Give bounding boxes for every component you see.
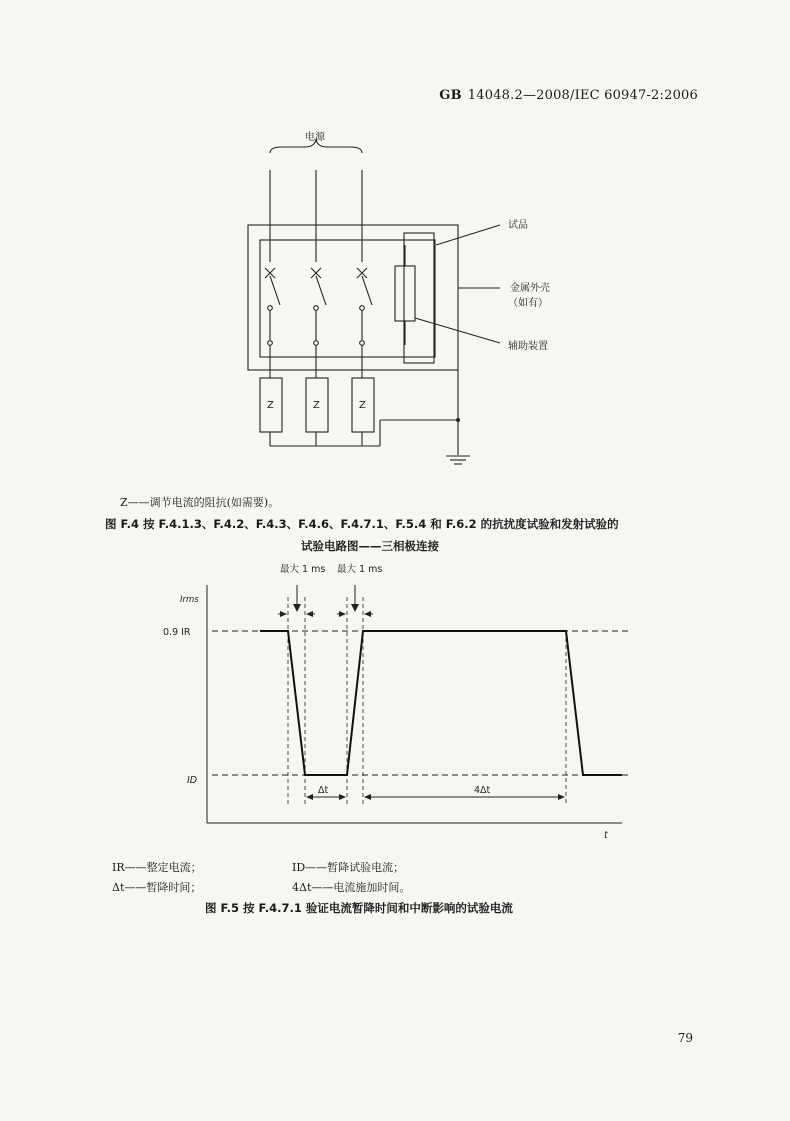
standard-header	[439, 88, 698, 103]
label-z2: Z	[313, 400, 320, 411]
legend-ir: IR——整定电流；	[112, 861, 202, 874]
page-number: 79	[677, 1031, 693, 1045]
label-power: 电源	[305, 132, 325, 143]
ground-junction	[456, 418, 460, 422]
impedance-note: Z——调节电流的阻抗(如需要)。	[120, 496, 280, 509]
aux-frame	[404, 233, 434, 363]
label-level-low: ID	[187, 775, 198, 786]
label-enclosure-note: （如有）	[508, 298, 548, 309]
specimen-box	[260, 240, 435, 357]
figure-f5-caption: 图 F.5 按 F.4.7.1 验证电流暂降时间和中断影响的试验电流	[205, 901, 513, 915]
legend-left	[112, 858, 202, 898]
current-waveform	[260, 631, 622, 775]
label-specimen: 试品	[508, 220, 528, 231]
label-4-delta-t: 4Δt	[474, 785, 491, 796]
figure-f4-caption	[105, 513, 705, 557]
label-delta-t: Δt	[318, 785, 329, 796]
legend-4-delta-t: 4Δt——电流施加时间。	[292, 881, 411, 894]
label-enclosure: 金属外壳	[510, 283, 550, 294]
metal-enclosure	[248, 225, 458, 370]
label-max-1ms-a: 最大 1 ms	[280, 564, 326, 575]
header-prefix: GB	[439, 88, 462, 103]
label-z1: Z	[267, 400, 274, 411]
label-max-1ms-b: 最大 1 ms	[337, 564, 383, 575]
label-z3: Z	[359, 400, 366, 411]
legend-delta-t: Δt——暂降时间；	[112, 881, 202, 894]
label-x-axis: t	[604, 830, 608, 841]
current-dip-waveform	[0, 555, 790, 855]
header-text: 14048.2—2008/IEC 60947-2:2006	[467, 88, 698, 103]
caption-f4-line2: 试验电路图——三相极连接	[301, 539, 439, 553]
label-y-axis: Irms	[180, 595, 199, 605]
caption-f4-line1: 图 F.4 按 F.4.1.3、F.4.2、F.4.3、F.4.6、F.4.7.1、F.5.4 和 F.6.2 的抗扰度试验和发射试验的	[105, 517, 619, 531]
legend-right	[292, 858, 410, 898]
legend-id: ID——暂降试验电流；	[292, 861, 405, 874]
label-level-high: 0.9 IR	[163, 627, 191, 638]
label-aux: 辅助装置	[508, 341, 548, 352]
test-circuit-diagram	[0, 120, 790, 480]
aux-device	[395, 266, 415, 321]
